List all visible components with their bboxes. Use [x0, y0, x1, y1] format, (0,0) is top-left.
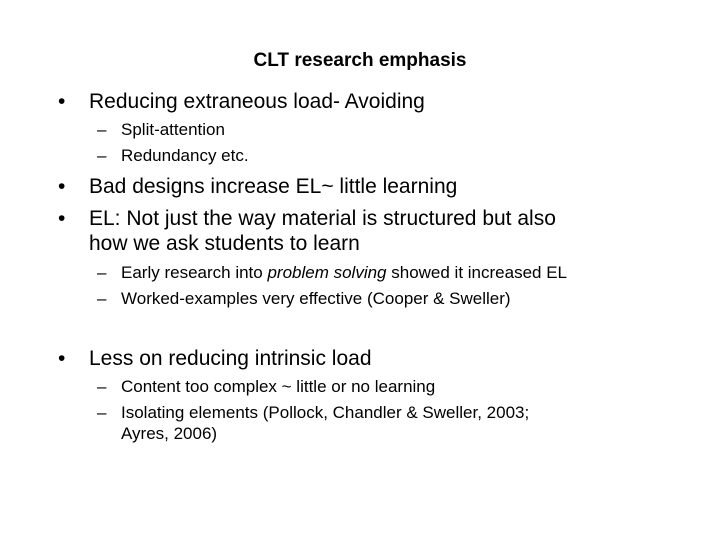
bullet-icon: •	[58, 347, 66, 370]
slide-title: CLT research emphasis	[253, 50, 467, 71]
bullet-icon: •	[58, 207, 66, 230]
emphasis-problem-solving: problem solving	[267, 263, 387, 282]
sub-item-text: Content too complex ~ little or no learning	[121, 377, 436, 396]
bullet-icon: •	[58, 175, 66, 198]
bullet-text: Less on reducing intrinsic load	[89, 347, 372, 370]
sub-item-text-line2: Ayres, 2006)	[121, 424, 218, 443]
bullet-text: Reducing extraneous load- Avoiding	[89, 90, 425, 113]
dash-icon: –	[97, 403, 107, 422]
bullet-text-line2: how we ask students to learn	[89, 232, 360, 255]
bullet-text: Bad designs increase EL~ little learning	[89, 175, 458, 198]
sub-item-text: Redundancy etc.	[121, 146, 249, 165]
sub-item-text: Worked-examples very effective (Cooper & Sweller)	[121, 289, 511, 308]
sub-item-text-before: Early research into	[121, 263, 268, 282]
dash-icon: –	[97, 146, 107, 165]
sub-item-text: Split-attention	[121, 120, 225, 139]
sub-item-text	[121, 262, 567, 283]
dash-icon: –	[97, 377, 107, 396]
bullet-icon: •	[58, 90, 66, 113]
dash-icon: –	[97, 289, 107, 308]
sub-item-text-after: showed it increased EL	[386, 263, 568, 282]
bullet-text-line1: EL: Not just the way material is structured but also	[89, 207, 556, 230]
sub-item-text-line1: Isolating elements (Pollock, Chandler & Sweller, 2003;	[121, 403, 530, 422]
dash-icon: –	[97, 120, 107, 139]
dash-icon: –	[97, 263, 107, 282]
